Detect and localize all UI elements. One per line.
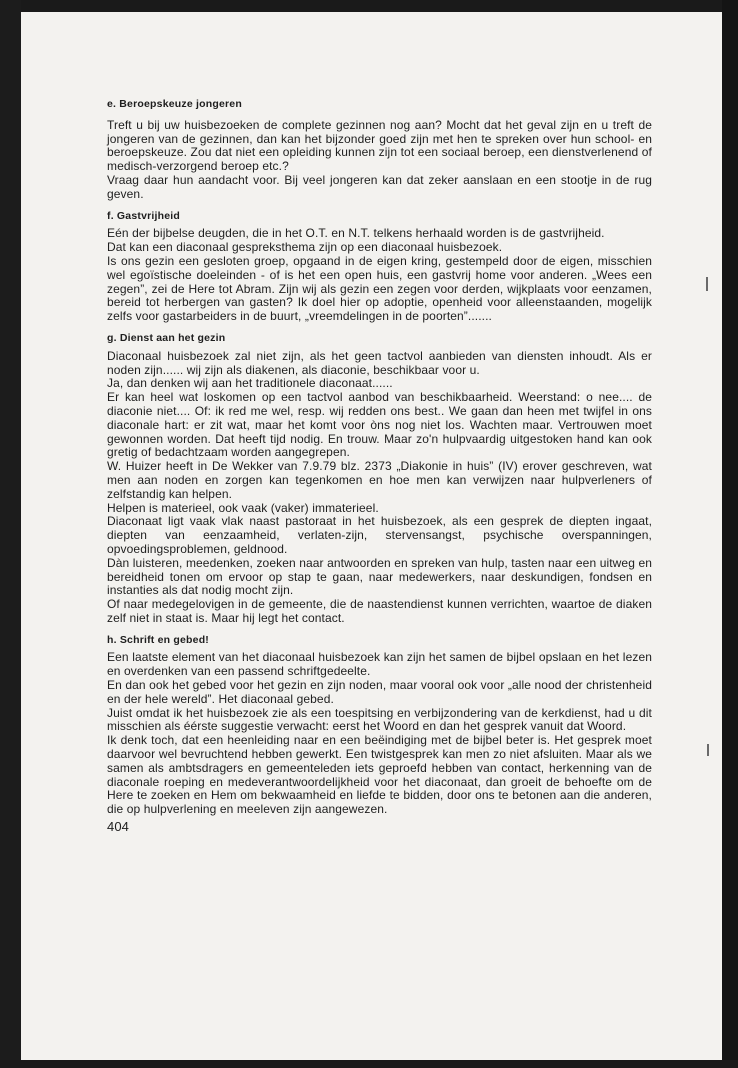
scan-border-top bbox=[0, 0, 738, 12]
section-heading: g. Dienst aan het gezin bbox=[107, 331, 226, 344]
paragraph: Helpen is materieel, ook vaak (vaker) immaterieel. bbox=[107, 500, 379, 515]
scan-border-left bbox=[0, 0, 21, 1068]
section-beroepskeuze bbox=[107, 98, 652, 202]
section-heading: h. Schrift en gebed! bbox=[107, 633, 210, 646]
page-number: 404 bbox=[107, 819, 129, 835]
paragraph: Juist omdat ik het huisbezoek zie als een toespitsing en verbijzondering van de kerkdienst, had u dit misschien als éérste suggestie verwacht: eerst het Woord en dan het gesprek vanuit dat Woord. bbox=[107, 705, 652, 734]
section-schrift-en-gebed bbox=[107, 634, 652, 817]
scan-border-right bbox=[722, 0, 738, 1068]
section-heading: e. Beroepskeuze jongeren bbox=[107, 98, 242, 110]
paragraph: Vraag daar hun aandacht voor. Bij veel jongeren kan dat zeker aanslaan en een stootje in de rug geven. bbox=[107, 172, 652, 201]
page-body bbox=[107, 98, 652, 834]
paragraph: Diaconaal huisbezoek zal niet zijn, als het geen tactvol aanbieden van diensten inhoudt. Als er noden zijn...... wij zijn als diakenen, als diaconie, beschikbaar voor u. bbox=[107, 348, 652, 377]
paragraph: Is ons gezin een gesloten groep, opgaand in de eigen kring, gestempeld door de eigen, misschien wel egoïstische doeleinden - of is het een open huis, een gastvrij home voor anderen. „Wees een zegen”, zei de Here tot Abram. Zijn wij als gezin een zegen voor derden, wijkplaats voor eenzamen, bereid tot herbergen van gasten? Ik doel hier op adoptie, openheid voor alleenstaanden, mogelijk zelfs voor gastarbeiders in de buurt, „vreemdelingen in de poorten”....... bbox=[107, 253, 652, 324]
paragraph: Dat kan een diaconaal gespreksthema zijn op een diaconaal huisbezoek. bbox=[107, 240, 503, 255]
paragraph: Of naar medegelovigen in de gemeente, die de naastendienst kunnen verrichten, waartoe de diaken zelf niet in staat is. Maar hij legt het contact. bbox=[107, 597, 652, 625]
paragraph: Eén der bijbelse deugden, die in het O.T. en N.T. telkens herhaald worden is de gastvrijheid. bbox=[107, 226, 605, 241]
bleed-through-mark bbox=[707, 744, 709, 756]
section-heading: f. Gastvrijheid bbox=[107, 209, 181, 222]
paragraph: Diaconaat ligt vaak vlak naast pastoraat in het huisbezoek, als een gesprek de diepten ingaat, diepten van eenzaamheid, verlaten-zijn, stervensangst, psychische overspanningen, opvoedingsproblemen, geldnood. bbox=[107, 514, 652, 556]
paragraph: Er kan heel wat loskomen op een tactvol aanbod van beschikbaarheid. Weerstand: o nee.... de diaconie niet.... Of: ik red me wel, resp. wij redden ons best.. We gaan dan heen met twijfel in ons diaconale hart: er zit wat, maar het komt voor òns nog niet los. Wachten maar. Vertrouwen moet gewonnen worden. Dat heeft tijd nodig. En trouw. Maar zo'n hulpvaardig uitgestoken hand kan ook gretig of bedachtzaam worden aangegrepen. bbox=[107, 390, 652, 460]
paragraph: Ja, dan denken wij aan het traditionele diaconaat...... bbox=[107, 376, 393, 391]
paragraph: En dan ook het gebed voor het gezin en zijn noden, maar vooral ook voor „alle nood der christenheid en der hele wereld”. Het diaconaal gebed. bbox=[107, 678, 652, 706]
paragraph: Ik denk toch, dat een heenleiding naar en een beëindiging met de bijbel beter is. Het gesprek moet daarvoor wel bevruchtend hebben gewerkt. Een twistgesprek kan men zo niet afsluiten. Maar als we samen als ambtsdragers en gemeenteleden iets geproefd hebben van contact, herkenning van de diaconale roeping en medeverantwoordelijkheid voor het diaconaat, dan groeit de behoefte om de Here te zoeken en Hem om bekwaamheid en liefde te bidden, door ons te betonen aan die anderen, die op hulpverlening en meeleven zijn aangewezen. bbox=[107, 733, 652, 817]
paragraph: Een laatste element van het diaconaal huisbezoek kan zijn het samen de bijbel opslaan en het lezen en overdenken van een passend schriftgedeelte. bbox=[107, 650, 652, 679]
paragraph: Treft u bij uw huisbezoeken de complete gezinnen nog aan? Mocht dat het geval zijn en u treft de jongeren van de gezinnen, dan kan het bijzonder goed zijn met hen te spreken over hun school- en beroepskeuze. Zou dat niet een opleiding kunnen zijn tot een sociaal beroep, een dienstverlenend of medisch-verzorgend beroep etc.? bbox=[107, 117, 652, 174]
bleed-through-mark bbox=[706, 277, 708, 291]
scan-border-bottom bbox=[0, 1060, 738, 1068]
section-dienst-aan-het-gezin bbox=[107, 332, 652, 626]
paragraph: W. Huizer heeft in De Wekker van 7.9.79 blz. 2373 „Diakonie in huis” (IV) erover geschreven, wat men aan noden en zorgen kan tegenkomen en hoe men kan verwijzen naar hulpverleners of zelfstandig kan helpen. bbox=[107, 459, 652, 501]
paragraph: Dàn luisteren, meedenken, zoeken naar antwoorden en spreken van hulp, tasten naar een uitweg en bereidheid tonen om ervoor op stap te gaan, naar medewerkers, naar deskundigen, fondsen en instanties als dat nodig mocht zijn. bbox=[107, 555, 652, 598]
section-gastvrijheid bbox=[107, 210, 652, 324]
